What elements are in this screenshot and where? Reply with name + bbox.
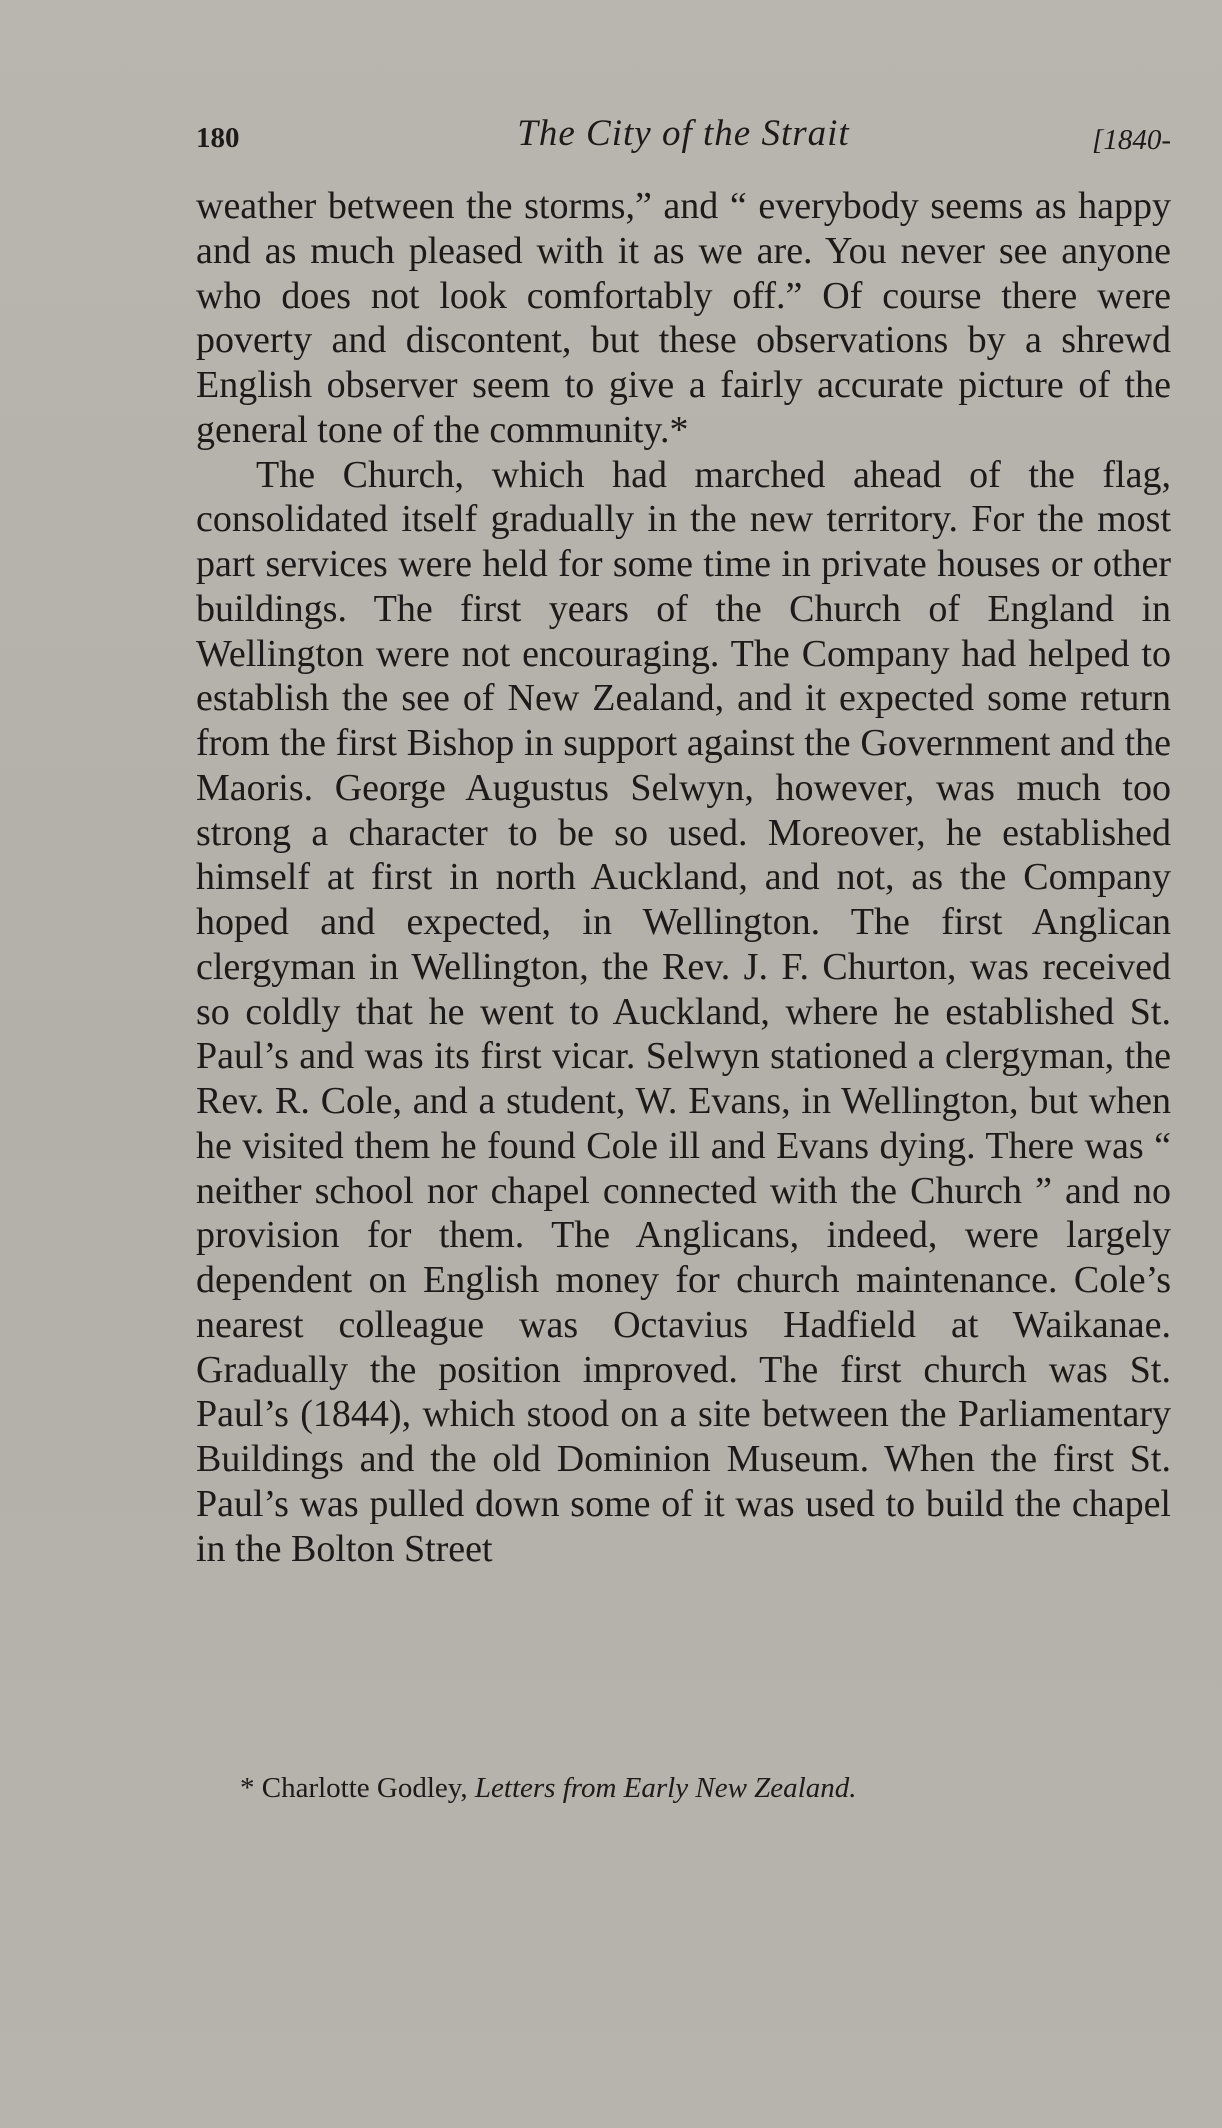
paragraph-church: The Church, which had marched ahead of the flag, consolidated itself gradually in the new territory. For the most part services were held for some time in private houses or other buildings. The first years of the Church of England in Wellington were not encouraging. The Company had helped to establish the see of New Zealand, and it expected some return from the first Bishop in support against the Government and the Maoris. George Augustus Selwyn, however, was much too strong a character to be so used. Moreover, he established himself at first in north Auckland, and not, as the Company hoped and expected, in Wellington. The first Anglican clergyman in Wellington, the Rev. J. F. Churton, was received so coldly that he went to Auckland, where he established St. Paul’s and was its first vicar. Selwyn stationed a clergyman, the Rev. R. Cole, and a student, W. Evans, in Wellington, but when he visited them he found Cole ill and Evans dying. There was “ neither school nor chapel connected with the Church ” and no provision for them. The Anglicans, indeed, were largely dependent on English money for church maintenance. Cole’s nearest colleague was Octavius Hadfield at Waikanae. Gradually the position improved. The first church was St. Paul’s (1844), which stood on a site between the Parliamentary Buildings and the old Dominion Museum. When the first St. Paul’s was pulled down some of it was used to build the chapel in the Bolton Street: [196, 453, 1171, 1570]
footnote-book-title: Letters from Early New Zealand.: [474, 1772, 857, 1804]
body-text: [196, 184, 1171, 1571]
running-header: [196, 112, 1171, 162]
page-number: 180: [196, 122, 240, 154]
footnote: [240, 1772, 1140, 1805]
footnote-author: * Charlotte Godley,: [240, 1772, 475, 1804]
date-range: [1840-: [1092, 124, 1171, 156]
running-title: The City of the Strait: [517, 113, 850, 154]
paragraph-continued: weather between the storms,” and “ everybody seems as happy and as much pleased with it as we are. You never see anyone who does not look comfortably off.” Of course there were poverty and discontent, but these observations by a shrewd English observer seem to give a fairly accurate picture of the general tone of the community.*: [196, 185, 1171, 451]
